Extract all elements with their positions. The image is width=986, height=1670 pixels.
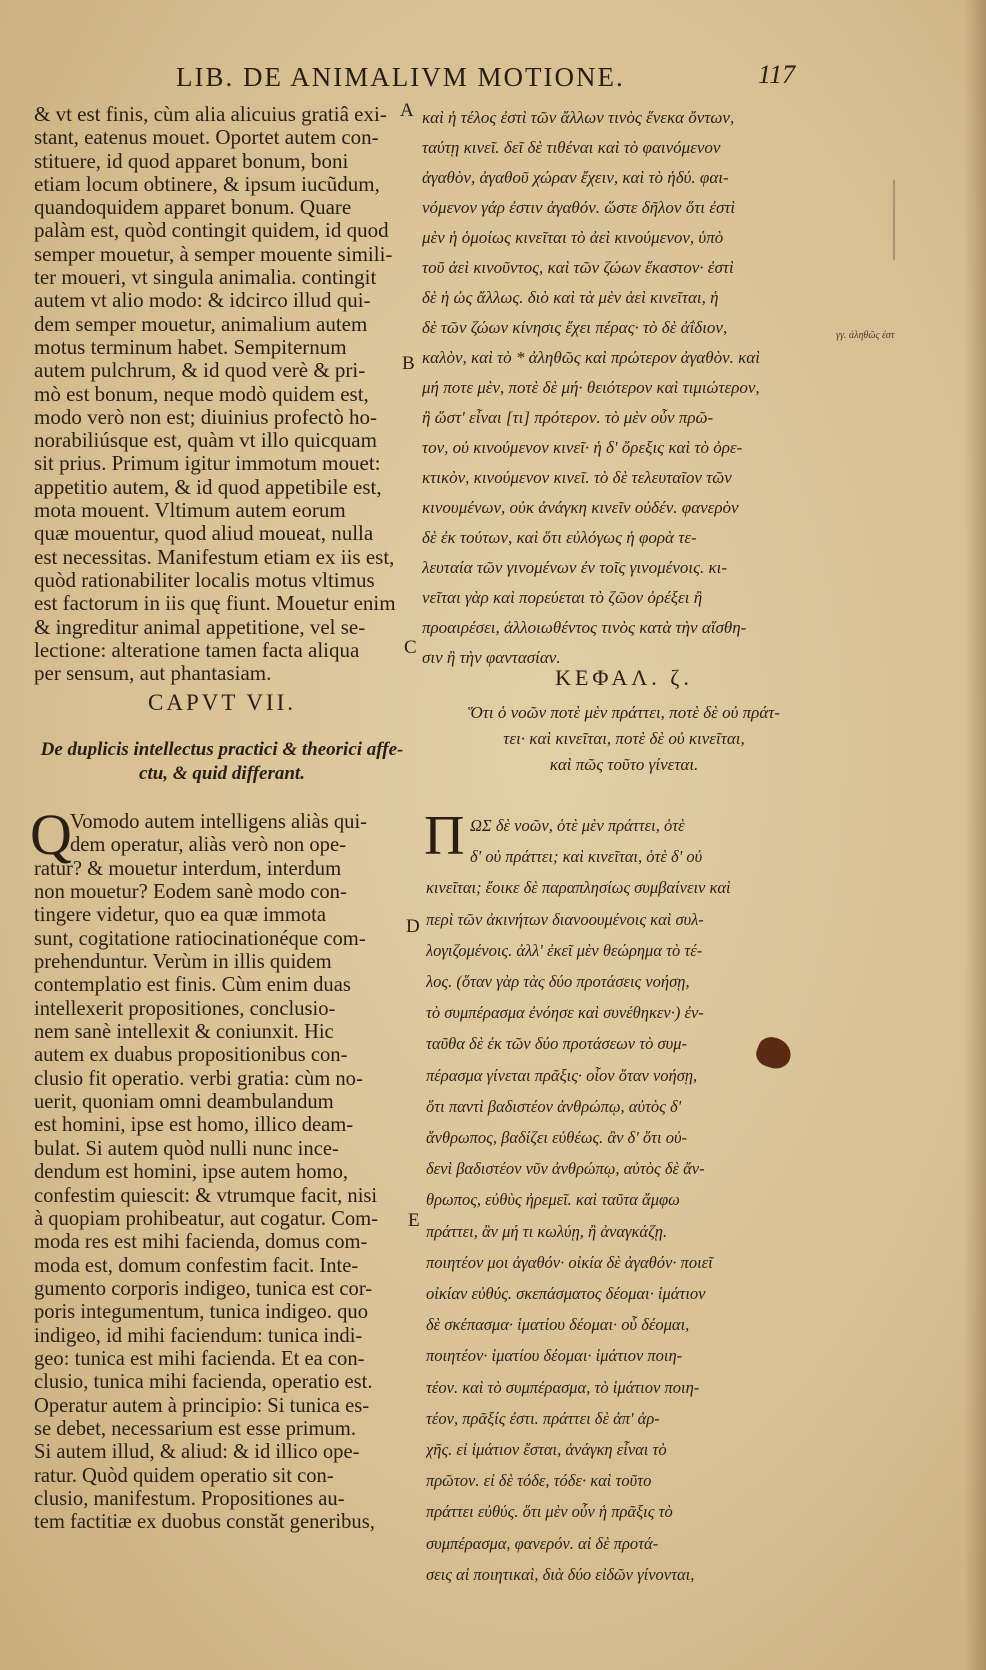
text-line: μὲν ἡ ὁμοίως κινεῖται τὸ ἀεὶ κινούμενον, ὑπὸ bbox=[422, 228, 724, 247]
text-line: motus terminum habet. Sempiternum bbox=[34, 335, 347, 359]
text-line: est necessitas. Manifestum etiam ex iis est, bbox=[34, 545, 395, 569]
text-line: νόμενον γάρ ἐστιν ἀγαθόν. ὥστε δῆλον ὅτι ἐστὶ bbox=[422, 198, 736, 217]
text-line: λευταία τῶν γινομένων ἐν τοῖς γινομένοις. κι- bbox=[422, 558, 728, 577]
text-line: νεῖται γὰρ καὶ πορεύεται τὸ ζῶον ὀρέξει ἢ bbox=[422, 588, 703, 607]
text-line: τον, οὐ κινούμενον κινεῖ· ἡ δ' ὄρεξις καὶ τὸ ὀρε- bbox=[422, 438, 743, 457]
text-line: non mouetur? Eodem sanè modo con- bbox=[34, 881, 347, 904]
subtitle-line: τει· καὶ κινεῖται, ποτὲ δὲ οὐ κινεῖται, bbox=[503, 729, 745, 748]
text-line: prehenduntur. Verùm in illis quidem bbox=[34, 951, 332, 974]
margin-letter-e: E bbox=[408, 1210, 420, 1231]
page-number: 117 bbox=[758, 60, 796, 89]
text-line: χῆς. εἰ ἱμάτιον ἔσται, ἀνάγκη εἶναι τὸ bbox=[426, 1440, 667, 1460]
text-line: autem vt alio modo: & idcirco illud qui- bbox=[34, 289, 371, 313]
text-line: δὲ ἡ ὡς ἄλλως. διὸ καὶ τὰ μὲν ἀεὶ κινεῖται, ἡ bbox=[422, 288, 719, 307]
text-line: se debet, necessarium est esse primum. bbox=[34, 1417, 356, 1440]
text-line: à quopiam prohibeatur, aut cogatur. Com- bbox=[34, 1207, 379, 1230]
text-line: est homini, ipse est homo, illico deam- bbox=[34, 1114, 354, 1137]
text-line: θρωπος, εὐθὺς ἠρεμεῖ. καὶ ταῦτα ἄμφω bbox=[426, 1190, 680, 1210]
text-line: bulat. Si autem quòd nulli nunc ince- bbox=[34, 1137, 339, 1160]
text-line: per sensum, aut phantasiam. bbox=[34, 662, 272, 686]
text-line: Operatur autem à principio: Si tunica es- bbox=[34, 1394, 370, 1417]
text-line: semper mouetur, à semper mouente simili- bbox=[34, 242, 393, 266]
chapter-subtitle-greek bbox=[426, 700, 822, 778]
text-line: δὲ τῶν ζώων κίνησις ἔχει πέρας· τὸ δὲ ἀΐδιον, bbox=[422, 318, 728, 337]
text-line: ratur? & mouetur interdum, interdum bbox=[34, 857, 342, 880]
text-line: κινουμένων, οὐκ ἀνάγκη κινεῖν οὐδέν. φανερὸν bbox=[422, 498, 739, 517]
text-line: πρῶτον. εἰ δὲ τόδε, τόδε· καὶ τοῦτο bbox=[426, 1471, 652, 1491]
text-line: συμπέρασμα, φανερόν. αἱ δὲ προτά- bbox=[426, 1533, 659, 1553]
text-line: σεις αἱ ποιητικαὶ, διὰ δύο εἰδῶν γίνονται, bbox=[426, 1564, 695, 1584]
text-line: nem sanè intellexit & coniunxit. Hic bbox=[34, 1021, 334, 1044]
text-line: tem factitiæ ex duobus constăt generibus, bbox=[34, 1511, 375, 1534]
text-line: modo verò non est; diuinius profectò ho- bbox=[34, 405, 377, 429]
text-line: καὶ ἡ τέλος ἐστὶ τῶν ἄλλων τινὸς ἕνεκα ὄντων, bbox=[422, 108, 735, 127]
text-line: δ' οὐ πράττει; καὶ κινεῖται, ὁτὲ δ' οὐ bbox=[470, 847, 703, 867]
text-line: contemplatio est finis. Cùm enim duas bbox=[34, 974, 351, 997]
text-line: clusio fit operatio. verbi gratia: cùm no- bbox=[34, 1067, 363, 1090]
text-line: ratur. Quòd quidem operatio sit con- bbox=[34, 1464, 334, 1487]
margin-letter-b: B bbox=[402, 353, 415, 374]
text-line: etiam locum obtinere, & ipsum iucũdum, bbox=[34, 172, 380, 196]
text-line: moda res est mihi facienda, domus com- bbox=[34, 1231, 368, 1254]
text-line: τέον. καὶ τὸ συμπέρασμα, τὸ ἱμάτιον ποιη- bbox=[426, 1377, 700, 1397]
text-line: stant, eatenus mouet. Oportet autem con- bbox=[34, 126, 379, 150]
text-line: quòd rationabiliter localis motus vltimus bbox=[34, 568, 375, 592]
text-line: geo: tunica est mihi facienda. Et ea con- bbox=[34, 1347, 365, 1370]
margin-letter-a: A bbox=[400, 100, 414, 121]
text-line: norabiliúsque est, quàm vt illo quicquam bbox=[34, 429, 377, 453]
text-line: autem pulchrum, & id quod verè & pri- bbox=[34, 359, 366, 383]
text-line: ποιητέον· ἱματίου δέομαι· ἱμάτιον ποιη- bbox=[426, 1346, 683, 1366]
text-line: ἀγαθὸν, ἀγαθοῦ χώραν ἔχειν, καὶ τὸ ἡδύ. φαι- bbox=[422, 168, 729, 187]
text-line: sunt, cogitatione ratiocinationéque com- bbox=[34, 927, 366, 950]
text-line: Si autem illud, & aliud: & id illico ope- bbox=[34, 1441, 360, 1464]
text-line: τοῦ ἀεὶ κινοῦντος, καὶ τῶν ζώων ἕκαστον· ἐστὶ bbox=[422, 258, 734, 277]
text-line: & vt est finis, cùm alia alicuius gratiâ exi- bbox=[34, 103, 387, 126]
text-line: quandoquidem apparet bonum. Quare bbox=[34, 196, 352, 220]
greek-column-top bbox=[422, 103, 828, 673]
text-line: ter moueri, vt singula animalia. contingit bbox=[34, 266, 377, 290]
text-line: tingere videtur, quo ea quæ immota bbox=[34, 904, 326, 927]
chapter-heading-greek: ΚΕΦΑΛ. ζ. bbox=[555, 665, 693, 690]
text-line: κινεῖται; ἔοικε δὲ παραπλησίως συμβαίνειν καὶ bbox=[426, 878, 731, 898]
drop-cap-latin: Q bbox=[30, 802, 72, 867]
text-line: stituere, id quod apparet bonum, boni bbox=[34, 149, 349, 173]
subtitle-line: ctu, & quid differant. bbox=[139, 763, 305, 784]
latin-column-top bbox=[34, 103, 410, 685]
text-line: μή ποτε μὲν, ποτὲ δὲ μή· θειότερον καὶ τιμιώτερον, bbox=[422, 378, 760, 397]
text-line: περὶ τῶν ἀκινήτων διανοουμένοις καὶ συλ- bbox=[426, 909, 704, 929]
text-line: σιν ἢ τὴν φαντασίαν. bbox=[422, 648, 561, 667]
text-line: πράττει, ἂν μή τι κωλύῃ, ἢ ἀναγκάζῃ. bbox=[426, 1221, 668, 1241]
text-line: palàm est, quòd contingit quidem, id quod bbox=[34, 219, 389, 243]
text-line: poris integumentum, tunica indigeo. quo bbox=[34, 1301, 369, 1324]
text-line: lectione: alteratione tamen facta aliqua bbox=[34, 638, 360, 662]
text-line: ΩΣ δὲ νοῶν, ὁτὲ μὲν πράττει, ὁτὲ bbox=[470, 816, 685, 835]
text-line: confestim quiescit: & vtrumque facit, nisi bbox=[34, 1184, 378, 1207]
text-line: προαιρέσει, ἀλλοιωθέντος τινὸς κατὰ τὴν αἴσθη- bbox=[422, 618, 747, 637]
text-line: κτικὸν, κινούμενον κινεῖ. τὸ δὲ τελευταῖον τῶν bbox=[422, 468, 732, 487]
margin-note: γγ. ἀληθῶς ἐστ bbox=[836, 330, 895, 341]
text-line: ἢ ὥστ' εἶναι [τι] πρότερον. τὸ μὲν οὖν πρῶ- bbox=[422, 408, 714, 427]
text-line: & ingreditur animal appetitione, vel se- bbox=[34, 615, 366, 639]
margin-letter-c: C bbox=[404, 637, 417, 658]
text-line: δενὶ βαδιστέον νῦν ἀνθρώπῳ, αὐτὸς δὲ ἄν- bbox=[426, 1159, 705, 1179]
text-line: indigeo, id mihi faciendum: tunica indi- bbox=[34, 1324, 363, 1347]
text-line: intellexerit propositiones, conclusio- bbox=[34, 997, 336, 1020]
subtitle-line: De duplicis intellectus practici & theorici affe- bbox=[40, 739, 404, 760]
text-line: clusio, manifestum. Propositiones au- bbox=[34, 1487, 345, 1510]
text-line: τέον, πρᾶξίς ἐστι. πράττει δὲ ἀπ' ἀρ- bbox=[426, 1408, 660, 1428]
page-edge-shadow bbox=[964, 0, 986, 1670]
text-line: gumento corporis indigeo, tunica est cor- bbox=[34, 1277, 373, 1300]
text-line: οἰκίαν εὐθύς. σκεπάσματος δέομαι· ἱμάτιον bbox=[426, 1284, 706, 1304]
text-line: mò est bonum, neque modò quidem est, bbox=[34, 382, 369, 406]
latin-column-bottom bbox=[34, 811, 410, 1535]
text-line: moda est, domum confestim facit. Inte- bbox=[34, 1254, 359, 1277]
text-line: πράττει εὐθύς. ὅτι μὲν οὖν ἡ πρᾶξις τὸ bbox=[426, 1502, 673, 1522]
drop-cap-greek: Π bbox=[424, 805, 465, 867]
text-line: mota mouent. Vltimum autem eorum bbox=[34, 499, 346, 523]
text-line: λος. (ὅταν γὰρ τὰς δύο προτάσεις νοήσῃ, bbox=[426, 972, 690, 992]
subtitle-line: καὶ πῶς τοῦτο γίνεται. bbox=[549, 755, 699, 774]
text-line: δὲ ἐκ τούτων, καὶ ὅτι εὐλόγως ἡ φορὰ τε- bbox=[422, 528, 697, 547]
text-line: Vomodo autem intelligens aliàs qui- bbox=[70, 811, 368, 833]
text-line: ὅτι παντὶ βαδιστέον ἀνθρώπῳ, αὐτὸς δ' bbox=[426, 1096, 682, 1116]
text-line: appetitio autem, & id quod appetibile est, bbox=[34, 475, 382, 499]
text-line: τὸ συμπέρασμα ἐνόησε καὶ συνέθηκεν·) ἐν- bbox=[426, 1003, 704, 1023]
text-line: ποιητέον μοι ἀγαθόν· οἰκία δὲ ἀγαθόν· ποιεῖ bbox=[426, 1252, 713, 1272]
text-line: dem operatur, aliàs verò non ope- bbox=[70, 834, 346, 857]
text-line: ἄνθρωπος, βαδίζει εὐθέως. ἂν δ' ὅτι οὐ- bbox=[426, 1128, 688, 1148]
pencil-mark bbox=[893, 180, 895, 260]
text-line: λογιζομένοις. ἀλλ' ἐκεῖ μὲν θεώρημα τὸ τέ- bbox=[426, 940, 703, 960]
text-line: ταῦθα δὲ ἐκ τῶν δύο προτάσεων τὸ συμ- bbox=[426, 1034, 688, 1054]
margin-letter-d: D bbox=[406, 916, 420, 937]
text-line: dendum est homini, ipse autem homo, bbox=[34, 1161, 349, 1184]
text-line: quæ mouentur, quod aliud moueat, nulla bbox=[34, 522, 374, 546]
chapter-subtitle-latin bbox=[34, 738, 410, 786]
text-line: καλὸν, καὶ τὸ * ἀληθῶς καὶ πρώτερον ἀγαθὸν. καὶ bbox=[422, 348, 760, 367]
text-line: est factorum in iis quę fiunt. Mouetur enim bbox=[34, 592, 396, 616]
running-title: LIB. DE ANIMALIVM MOTIONE. bbox=[176, 62, 625, 92]
text-line: uerit, quoniam omni deambulandum bbox=[34, 1091, 334, 1114]
subtitle-line: Ὅτι ὁ νοῶν ποτὲ μὲν πράττει, ποτὲ δὲ οὐ πράτ- bbox=[468, 703, 780, 722]
text-line: πέρασμα γίνεται πρᾶξις· οἷον ὅταν νοήσῃ, bbox=[426, 1065, 698, 1085]
chapter-heading-latin: CAPVT VII. bbox=[148, 690, 296, 715]
text-line: dem semper mouetur, animalium autem bbox=[34, 312, 368, 336]
text-line: sit prius. Primum igitur immotum mouet: bbox=[34, 452, 381, 476]
text-line: δὲ σκέπασμα· ἱματίου δέομαι· οὗ δέομαι, bbox=[426, 1315, 690, 1335]
text-line: autem ex duabus propositionibus con- bbox=[34, 1044, 348, 1067]
greek-column-bottom bbox=[424, 805, 822, 1590]
text-line: ταύτῃ κινεῖ. δεῖ δὲ τιθέναι καὶ τὸ φαινόμενον bbox=[422, 138, 721, 157]
text-line: clusio, tunica mihi facienda, operatio est. bbox=[34, 1371, 373, 1394]
